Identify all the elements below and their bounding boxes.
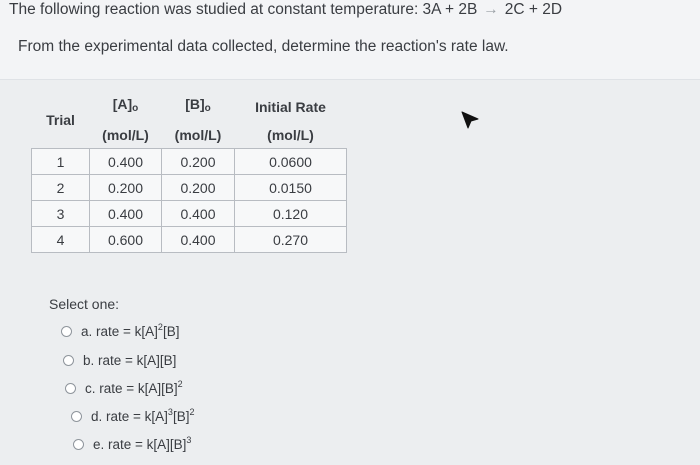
question-instruction: From the experimental data collected, determine the reaction's rate law.	[18, 38, 509, 55]
radio-button-icon[interactable]	[61, 326, 72, 337]
b-cell: 0.400	[162, 227, 235, 253]
rate-cell: 0.270	[235, 227, 347, 253]
trial-cell: 2	[32, 175, 90, 201]
answer-option-a[interactable]	[61, 324, 179, 339]
radio-button-icon[interactable]	[63, 355, 74, 366]
option-label: c. rate = $k[A][B]^2$	[85, 379, 183, 396]
table-row	[32, 227, 347, 253]
b-cell: 0.400	[162, 201, 235, 227]
b-cell: 0.200	[162, 149, 235, 175]
trial-cell: 4	[32, 227, 90, 253]
option-label: a. rate = $k[A]^2[B]$	[81, 322, 180, 339]
rate-cell: 0.120	[235, 201, 347, 227]
header-a-unit: (mol/L)	[102, 127, 149, 143]
table-row	[32, 175, 347, 201]
header-b: $[B]_o$	[185, 96, 211, 114]
header-trial: Trial	[46, 111, 75, 128]
header-b-unit: (mol/L)	[174, 127, 222, 143]
rate-cell: 0.0600	[235, 149, 347, 175]
a-cell: 0.400	[90, 149, 162, 175]
option-label: e. rate = $k[A][B]^3$	[93, 435, 192, 452]
header-rate: Initial Rate	[255, 98, 326, 115]
reaction-arrow-icon: →	[483, 1, 499, 18]
question-text	[9, 1, 562, 19]
radio-button-icon[interactable]	[71, 411, 82, 422]
answer-option-d[interactable]	[71, 409, 194, 424]
b-cell: 0.200	[162, 175, 235, 201]
reaction-products: 2C + 2D	[504, 1, 563, 18]
trial-cell: 3	[32, 201, 90, 227]
header-divider	[0, 79, 700, 80]
mouse-pointer-icon	[460, 110, 480, 130]
a-cell: 0.400	[90, 201, 162, 227]
reaction-reactants: The following reaction was studied at constant temperature: 3A + 2B	[9, 1, 478, 18]
table-row	[32, 201, 347, 227]
answer-option-e[interactable]	[73, 437, 191, 452]
a-cell: 0.600	[90, 227, 162, 253]
radio-button-icon[interactable]	[65, 383, 76, 394]
radio-button-icon[interactable]	[73, 439, 84, 450]
data-table	[31, 91, 347, 253]
a-cell: 0.200	[90, 175, 162, 201]
option-label: b. rate = k[A][B]	[83, 353, 177, 368]
trial-cell: 1	[32, 149, 90, 175]
option-label: d. rate = $k[A]^3[B]^2$	[91, 407, 195, 424]
answer-option-c[interactable]	[65, 381, 183, 396]
answer-option-b[interactable]	[63, 353, 176, 368]
header-a: $[A]_o$	[112, 96, 139, 114]
table-row	[32, 149, 347, 175]
rate-cell: 0.0150	[235, 175, 347, 201]
header-rate-unit: (mol/L)	[267, 127, 314, 143]
select-one-label: Select one:	[49, 296, 120, 312]
